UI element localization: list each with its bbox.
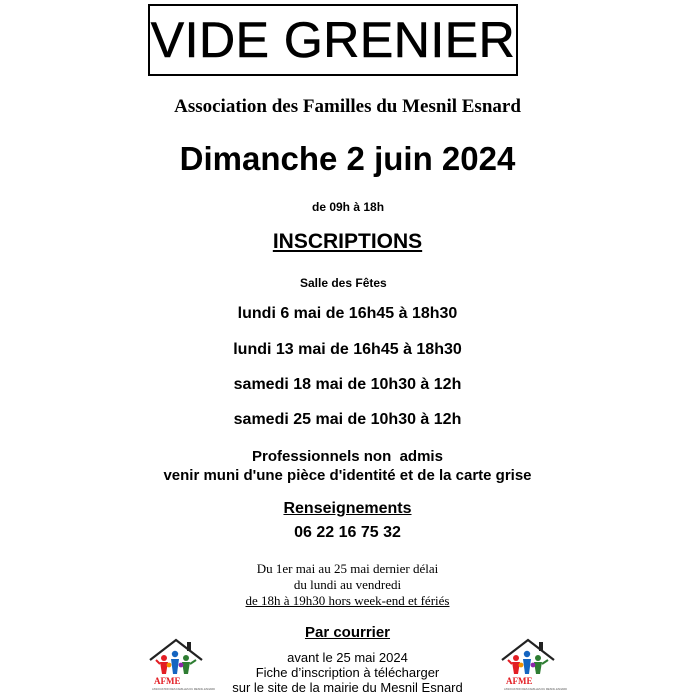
mail-line-2: Fiche d’inscription à télécharger	[255, 665, 440, 680]
logo-text: AFME	[154, 676, 181, 686]
notice-line-2: venir muni d'une pièce d'identité et de la carte grise	[163, 467, 532, 484]
mail-line-3: sur le site de la mairie du Mesnil Esnard	[232, 680, 463, 695]
mail-block	[0, 650, 695, 695]
venue: Salle des Fêtes	[300, 276, 387, 290]
notice-line-1: Professionnels non admis	[252, 448, 443, 465]
afme-logo-graphic	[146, 634, 215, 694]
inscriptions-heading: INSCRIPTIONS	[272, 230, 423, 253]
info-line-1: Du 1er mai au 25 mai dernier délai	[256, 561, 439, 576]
logo-subtitle: ASSOCIATION DES FAMILLES DU MESNIL ESNARD	[504, 688, 567, 691]
session-item: samedi 18 mai de 10h30 à 12h	[233, 376, 462, 393]
notice-block	[0, 447, 695, 485]
afme-logo-graphic	[498, 634, 567, 694]
mail-line-1: avant le 25 mai 2024	[287, 650, 408, 665]
info-phone: 06 22 16 75 32	[294, 524, 401, 541]
association-name: Association des Familles du Mesnil Esnard	[174, 96, 521, 117]
mail-heading: Par courrier	[304, 624, 391, 641]
info-heading: Renseignements	[283, 500, 412, 517]
poster-title: VIDE GRENIER	[148, 4, 518, 76]
event-hours: de 09h à 18h	[312, 200, 385, 214]
session-item: lundi 6 mai de 16h45 à 18h30	[237, 305, 458, 322]
logo-text: AFME	[506, 676, 533, 686]
afme-logo-right	[498, 634, 567, 694]
info-line-3: de 18h à 19h30 hors week-end et fériés	[245, 593, 450, 608]
info-line-2: du lundi au vendredi	[293, 577, 402, 592]
session-item: lundi 13 mai de 16h45 à 18h30	[233, 341, 462, 358]
afme-logo-left	[146, 634, 215, 694]
info-hours-block	[0, 561, 695, 609]
session-item: samedi 25 mai de 10h30 à 12h	[233, 411, 462, 428]
event-date: Dimanche 2 juin 2024	[179, 140, 516, 177]
logo-subtitle: ASSOCIATION DES FAMILLES DU MESNIL ESNARD	[152, 688, 215, 691]
